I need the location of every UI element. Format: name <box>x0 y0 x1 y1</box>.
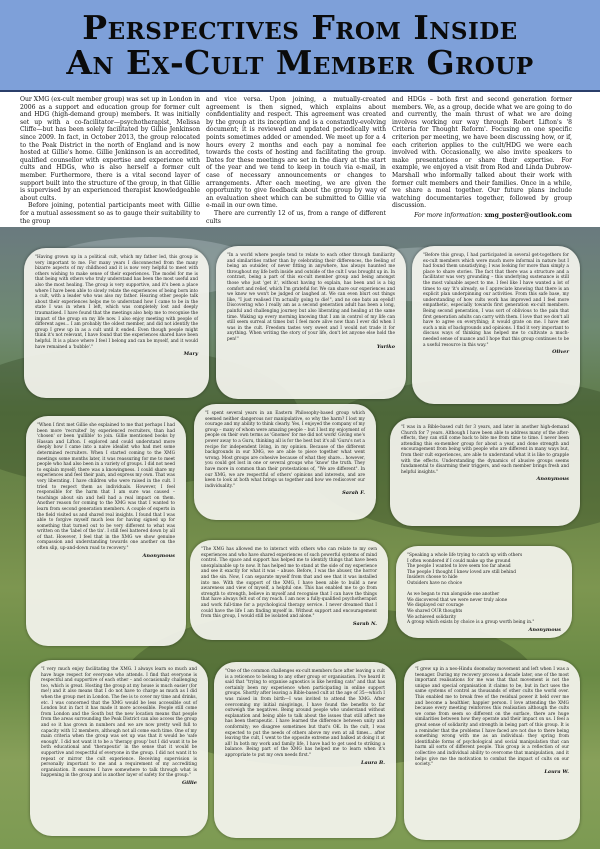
quote-text: "I spent several years in an Eastern Philosophy-based group which seemed neither dangerous nor manipulative, so why the harm? I lost my courage and my ability to think clearly. Yes, I enjoyed the company of my group – many of whom were amazing people – but I lost my enjoyment of people on their own terms as 'Gnomes' for me did not work! Giving one's power away to a Guru, thinking all is for the best but it's all 'Guru's not a recipe for independent living, in my opinion. Because of the different backgrounds in our XMG, we are able to piece together what went wrong. Most groups are cohesive because of what they share... however, you could get lost in one or several groups who 'know' the truth. They have more in common than their protestations of, "We are different". In our XMG, we are respectful of others' opinions and interests, and are keen to look at both what brings us together and how we rediscover our individuality." <box>205 411 365 489</box>
quote-text: "I very much enjoy facilitating the XMG. I always learn so much and have huge respect for everyone who attends. I find that everyone is respectful and supportive of each other – and occasionally challenging too, which is great. Hosting the group at my house is much easier (for me!) and it also means that I do not have to charge as much as I did when the group met in London. The fee is to cover my time and drinks, etc. I was concerned that the XMG would be less accessible out of London but in fact it has made it more accessible. People still come from London and the South but the new location means that people from the areas surrounding the Peak District can also access the group and so it has grown in numbers and we are now pretty well full to capacity with 12 members, although not all come each time. One of my main criteria when the group was set up was that it would be 'safe enough'. I did not want it to be a 'therapy group' but I did want it to be both educational and 'therapeutic' in the sense that it would be supportive and respectful of everyone in the group. I did not want it to repeat or mirror the cult experience. Receiving supervision is personally important to me and a requirement of my accrediting organisation. It ensures I have somewhere to talk through what is happening in the group and is another layer of safety for the group." <box>41 667 197 779</box>
title-line-1: Perspectives From Inside <box>82 8 518 47</box>
quote-text: "The XMG has allowed me to interact with others who can relate to my own experiences and who have shared experiences of such powerful systems of mind control. The space and support has helped me to identify things that have been unexplainable up to now. It has helped me to stand at the side of my experience and see it exactly for what it was – abuse. Before, I was the abuser, the horror and the sin. Now, I can separate myself from that and see that it was installed into me. With the support of the XMG, I have been able to build a new awareness and view of myself, a helpful one. This has enabled me to go from strength to strength, believe in myself and recognise that I can have the things that have always felt out of my reach. I am now a fully-qualified psychotherapist and work full-time for a psychological therapy service. I never dreamed that I could have the life I am finding myself in. Without support and encouragement from this group, I would still be isolated and alone." <box>201 547 377 620</box>
intro-paragraph: Before joining, potential participants meet with Gillie for a mutual assessment so as to gauge their suitability to the group <box>20 202 200 225</box>
quote-bubble <box>24 248 209 398</box>
intro-section <box>0 92 600 227</box>
intro-paragraph: There are currently 12 of us, from a range of different cults <box>206 209 386 225</box>
intro-column-1 <box>20 96 200 225</box>
contact-info <box>392 212 572 220</box>
quote-author: Anonymous <box>528 626 561 633</box>
quote-author: Anonymous <box>536 476 569 483</box>
quote-author: Laura W. <box>544 768 569 775</box>
quote-bubble <box>30 660 208 836</box>
quote-author: Oliver <box>552 349 569 356</box>
quote-author: Mary <box>183 351 198 358</box>
quote-bubble <box>404 660 580 840</box>
quote-author: Sarah F. <box>342 490 365 497</box>
quote-author: Yuriko <box>376 343 395 350</box>
quote-bubble <box>26 416 186 646</box>
title-line-2: An Ex-Cult Member Group <box>66 43 534 82</box>
quote-author: Sarah N. <box>352 620 377 627</box>
quote-text: "In a world where people tend to relate to each other through familiarity and similarities rather than by celebrating their differences, the feeling of being an outsider, of never fitting in anywhere, has always haunted me throughout my life both inside and outside of the cult I was brought up in. In contrast, being a part of this ex-cult member group and being amongst those who just 'get it', without having to explain, has been and is a big comfort and relief, which I'm grateful for. We can share our experiences and we know we won't be judged or laughed at. We can even blurt out things like, "I just realised I'm actually going to die!", and no one bats an eyelid! Discovering who I really am as a second generation adult has been a long, painful and challenging journey but also liberating and healing at the same time. Waking up every morning knowing that I am in control of my life can still seem surreal at times but I feel more alive now than I ever did when I was in the cult. Freedom tastes very sweet and I would not trade it for anything. When writing the story of your life, don't let anyone else hold the pen!" <box>227 253 395 342</box>
quote-bubble <box>194 404 376 520</box>
quote-author: Gillie <box>181 779 197 786</box>
intro-column-2 <box>206 96 386 225</box>
quote-bubble <box>396 546 572 638</box>
contact-email[interactable]: xmg_poster@outlook.com <box>484 211 572 219</box>
quote-bubble <box>390 418 580 526</box>
quote-text: "Before this group, I had participated in several get-togethers for ex-cult members which were much more informal in nature but I had found them unsatisfying; I was looking for more than simply a place to share stories. The fact that there was a structure and a facilitator was very grounding – this underlying sustenance is still the most valuable aspect to me. I feel like I have wanted a lot of times to say 'it's already, so I appreciate knowing that there is an explicit plan underpinning our activities. From this safe base, my understanding of how cults work has improved and I feel more empathetic, especially towards first generation ex-cult members. Being second generation, I was sort of oblivious to the pain that first generation adults can carry with them. I love that we don't all have to agree on everything; it would grate on me. I have met such a mix of backgrounds and opinions. I find it very important to discuss ways of thinking has helped me to cultivate a much-needed sense of nuance and I hope that this group continues to be a useful resource in this way." <box>423 253 569 348</box>
intro-paragraph: and vice versa. Upon joining, a mutually-created agreement is then signed, which explains about confidentiality and respect. This agreement was created by the group at its inception and is a constantly-evolving document; it is reviewed and updated periodically with points sometimes added or amended. We meet up for a 4 hours every 2 months and each pay a nominal fee towards the costs of hosting and facilitating the group. Dates for these meetings are set in the diary at the start of the year and we tend to keep in touch via e-mail, in case of necessary announcements or changes to arrangements. After each meeting, we are given the opportunity to give feedback about the group by way of an evaluation sheet which can be submitted to Gillie via e-mail in our own time. <box>206 96 386 210</box>
title-banner <box>0 0 600 92</box>
quote-text: "I was in a Bible-based cult for 3 years, and later in another high-demand Church for 7 years. Although I have been able to address many of the after-effects, they can still come back to bite me from time to time. I never been attending this ex-member group for about a year, and done strength and encouragement from being with people who are different in many ways but, from their cult experiences, are able to understand what it is like to grapple with the effects. Understanding the dynamics of abusive groups seems fundamental to disarming their triggers, and each member brings fresh and helpful insights." <box>401 425 569 475</box>
quote-author: Anonymous <box>142 552 175 559</box>
quote-bubble <box>214 662 396 838</box>
quote-bubble <box>190 540 388 640</box>
quote-author: Laura B. <box>361 759 385 766</box>
quote-bubble <box>216 246 406 399</box>
quote-text: "Having grown up in a political cult, which my father led, this group is very important to me. For many years I disconnected from the many bizarre aspects of my childhood and it is now very helpful to meet with others wishing to make sense of their experiences. The model for me is that being with others who truly understand has been the most useful and also the most healing. The group is very supportive, and it's been a place where I have been able to slowly relate the experiences of being born into a cult, with a leader who was also my father. Hearing other people talk about their experiences helps me to understand how I came to be in the state I was in when I left, which was completely lost and deeply traumatised. I have found that the meetings also help me to recognise the impact of the group on my life now. I also enjoy meeting with people of different ages... I am probably the oldest member, and did not identify the group I grew up in as a cult until it ended. Even though people might think it's not relevant, I have found that the experiences shared have been helpful. It is a place where I feel I belong and can be myself, and it would have remained a 'bubble'." <box>35 255 198 350</box>
quote-bubble <box>412 246 580 404</box>
intro-paragraph: and HDGs – both first and second generation former members. We, as a group, decide what we are going to do and currently, the main thrust of what we are doing involves working our way through Robert Lifton's '8 Criteria for Thought Reform'. Focusing on one specific criterion per meeting, we have been discussing how, or if, each criterion applies to the cult/HDG we were each involved with. Occasionally, we also invite speakers to make presentations or share their expertise. For example, we enjoyed a visit from Rod and Linda Dubrow-Marshall who informally talked about their work with former cult members and their families. Once in a while, we share a meal together. Our future plans include watching documentaries together, followed by group discussion. <box>392 96 572 210</box>
intro-paragraph: Our XMG (ex-cult member group) was set up in London in 2006 as a support and education group for former cult and HDG (high-demand group) members. It was initially set up with a co-facilitator—psychotherapist, Melissa Cliffe—but has been solely facilitated by Gillie Jenkinson since 2009. In fact, in October 2013, the group relocated to the Peak District in the north of England and is now hosted at Gillie's home. Gillie Jenkinson is an accredited, qualified counsellor with expertise and experience with cults and HDGs, who is also herself a former cult member. Furthermore, there is a vital second layer of support built into the structure of the group, in that Gillie is supervised by an experienced therapist knowledgeable about cults. <box>20 96 200 202</box>
quote-text: "I grew up in a neo-Hindu doomsday movement and left when I was a teenager. During my recovery process a decade later, one of the most important realisations for me was that that movement is not the unique and special organisation it claims to be, but in fact uses the same systems of control as thousands of other cults the world over. This enabled me to break free of the residual power it held over me and become a healthier, happier person. I love attending the XMG because every meeting reinforces this realisation although the cults we come from seem so different on the surface, there are huge similarities between how they operate and their impact on us. I feel a great sense of solidarity and strength in being part of this group. It is a reminder that the problems I have faced are not due to there being something wrong with me as an individual: they spring from identifiable forms of psychological and social manipulation that can harm all sorts of different people. This group is a reflection of our collective and individual ability to overcome that manipulation, and it helps give me the motivation to combat the impact of cults on our society." <box>415 667 569 768</box>
intro-column-3 <box>392 96 572 220</box>
quote-text: "One of the common challenges ex-cult members face after leaving a cult is a reticence to belong to any other group or organisation. I've heard it said that "trying to organise agnostics is like herding cats" and that has certainly been my experience when participating in online support groups. Shortly after leaving a Bible-based cult at the age of 35—which I was raised in from birth—I was invited to attend the XMG. After overcoming my initial misgivings, I have found the benefits to far outweigh the negatives. Being around people who understand without explanation and being able to talk about the issues that still affect me has been therapeutic. I have learned the difference between unity and conformity; we disagree sometimes but that's OK. In the cult, I was expected to put the needs of others above my own at all times... after leaving the cult, I went to the opposite extreme and balked at doing it at all! In both my work and family life, I have had to get used to striking a balance. Being part of the XMG has helped me to learn when it's appropriate to put my own needs first." <box>225 669 385 758</box>
quote-text: "When I first met Gillie she explained to me that perhaps I had been more 'recruited' by experienced recruiters, than had 'chosen' or been 'gullible' to join. Gillie mentioned books by Hassan and Lifton. I explored and could understand more deeply how I came into a naive idealist who had met some determined recruiters. When I started coming to the XMG meetings some months later, it was reassuring for me to meet people who had also been in a variety of groups. I did not need to explain myself; there was a knowingness. I could share my experiences and feel their pain, and express my own. That was very liberating. I have children who were raised in the cult. I tried to respect them as individuals. However, I feel responsible for the harm that I am sure was caused – teachings about sin and hell had a real impact on them. Another reason for coming to the XMG was that I wanted to learn from second generation members. A couple of experts in the field visited us and shared real insights. I found that I was able to forgive myself much less for having signed up for something that turned out to be very different to what was written on the 'label of the tin'. I still feel battered down by all of that. However, I feel that in the XMG we show genuine compassion and understanding towards one another on the often slip, up-and-down road to recovery." <box>37 423 175 552</box>
quote-text: "Speaking a whole life trying to catch up with others I often wondered if I could make up the ground The people I wanted to love seem too far ahead The people I thought I knew loved are still behind Insiders choose to hide Outsiders have no choice As we began to run alongside one another We discovered that we were never truly alone We displayed our courage We shared OUR thoughts We achieved solidarity A group which exists by choice is a group worth being in." <box>407 553 535 626</box>
contact-label: For more information: <box>414 211 483 219</box>
